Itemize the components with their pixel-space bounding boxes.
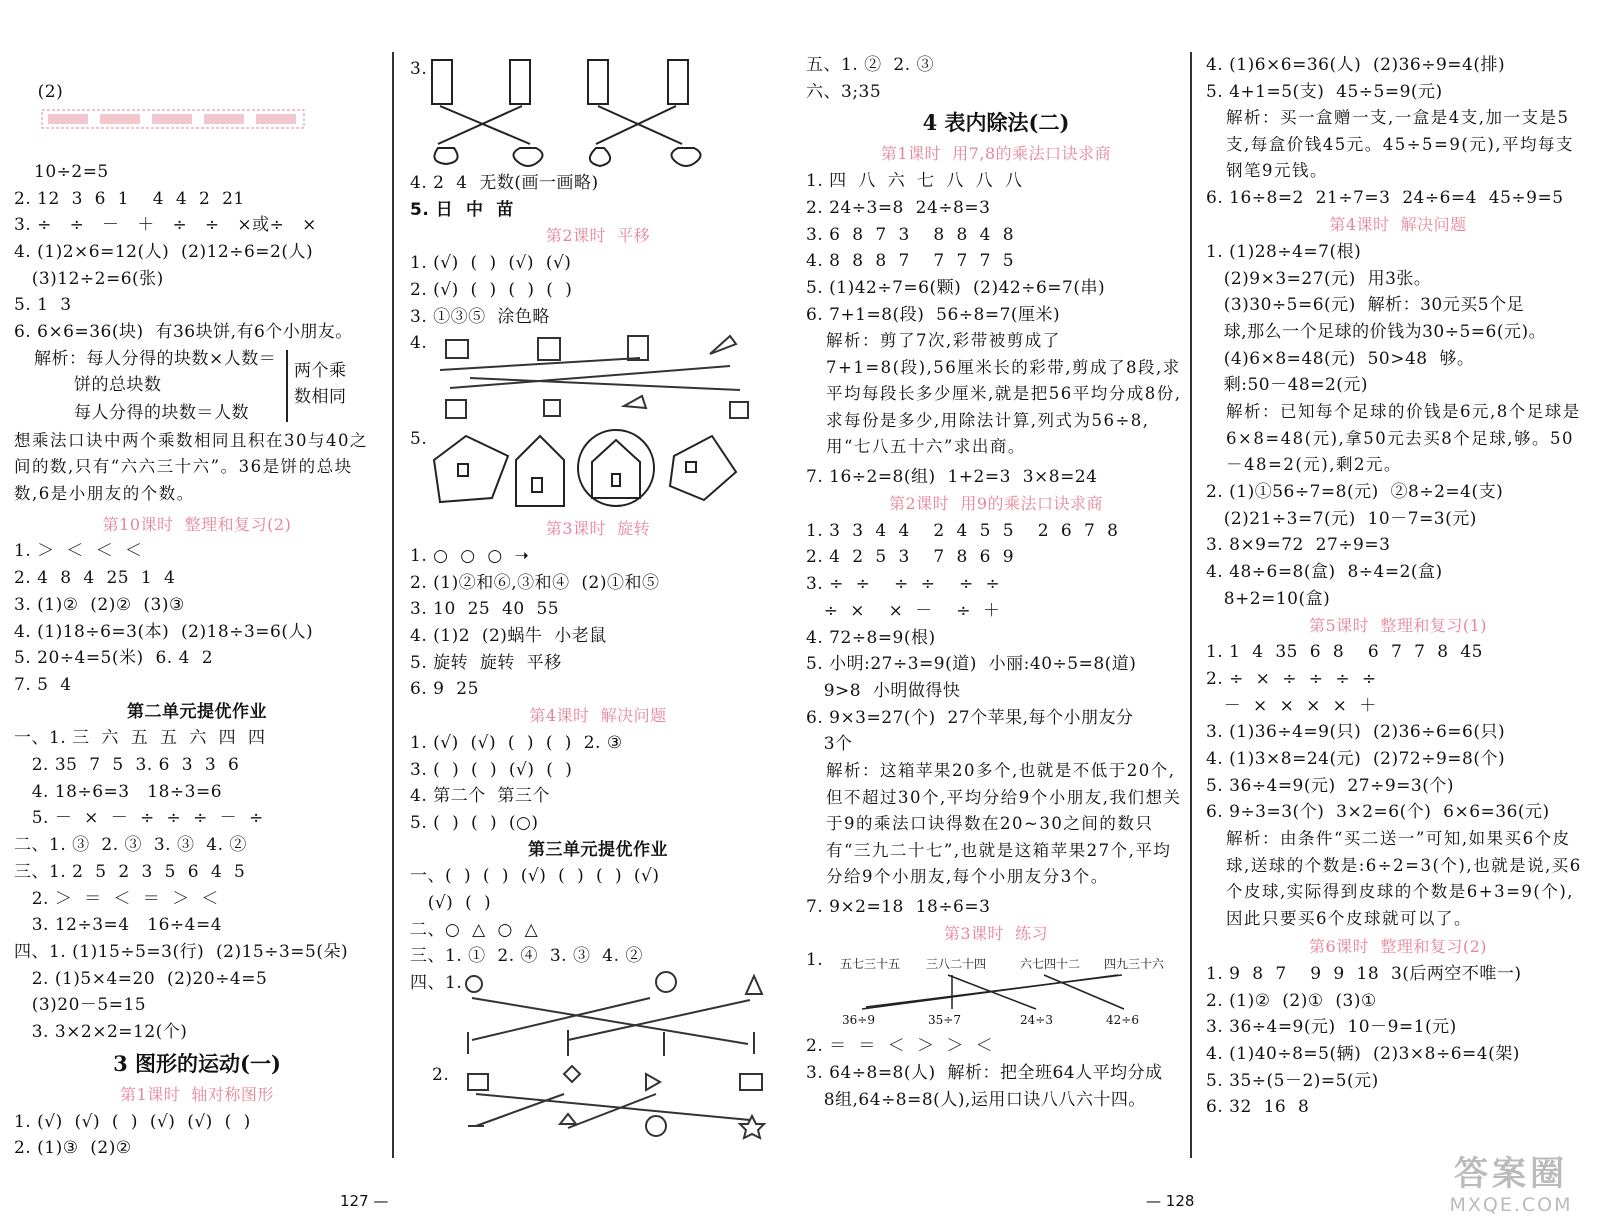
text-line: 1. 四 八 六 七 八 八 八 [806, 171, 1023, 192]
text-line: 3. ( ) ( ) (√) ( ) [410, 759, 573, 780]
symmetric-pairs-figure [410, 970, 780, 1146]
analysis-bracket [14, 346, 380, 428]
text-line: 2. (1)②和⑥,③和④ (2)①和⑤ [410, 572, 660, 593]
text-line: 3. 6 8 7 3 8 8 4 8 [806, 224, 1015, 245]
text-line: 6. 9×3=27(个) 27个苹果,每个小朋友分 [806, 707, 1134, 728]
text-line: ÷ × × － ÷ ＋ [806, 600, 1001, 621]
text-line: 5. 旋转 旋转 平移 [410, 652, 562, 673]
section-title: 第6课时 整理和复习(2) [1308, 937, 1488, 957]
text-line: (2)9×3=27(元) 用3张。 [1206, 268, 1432, 289]
section-title: 第2课时 用9的乘法口诀求商 [888, 494, 1104, 514]
text-line: 4. (1)18÷6=3(本) (2)18÷3=6(人) [14, 621, 314, 642]
matching-figure-q4 [410, 970, 786, 1146]
text-line: 6. 32 16 8 [1206, 1097, 1310, 1118]
text-line: 6. 7+1=8(段) 56÷8=7(厘米) [806, 304, 1061, 325]
chapter-title: 3 图形的运动(一) [113, 1050, 281, 1076]
text-line: 3. 36÷4=9(元) 10－9=1(元) [1206, 1017, 1457, 1038]
label-top: 六七四十二 [1020, 957, 1081, 972]
text-line: 3. ÷ ÷ ÷ ÷ ÷ ÷ [806, 574, 1001, 595]
text-line: 数相同 [294, 386, 347, 407]
text-line: 3. 64÷8=8(人) 解析：把全班64人平均分成 [806, 1063, 1163, 1084]
text-line: 2. [432, 1065, 450, 1086]
text-line: 5. [410, 429, 428, 450]
analysis-text: 解析：买一盒赠一支,一盒是4支,加一支是5支,每盒价钱45元。45÷5=9(元),平均每支钢笔9元钱。 [1226, 108, 1575, 181]
text-line: 2. (1)② (2)① (3)① [1206, 990, 1377, 1011]
text-line: 4. 8 8 8 7 7 7 7 5 [806, 251, 1015, 272]
column-1 [14, 52, 380, 1168]
text-line: 10÷2=5 [34, 161, 109, 182]
text-line: 3. 8×9=72 27÷9=3 [1206, 535, 1391, 556]
chapter-title: 4 表内除法(二) [922, 110, 1070, 136]
text-line: 2. (1)5×4=20 (2)20÷4=5 [14, 968, 268, 989]
text-line: 3. (1)② (2)② (3)③ [14, 594, 185, 615]
text-line: 3. 3×2×2=12(个) [14, 1022, 188, 1043]
section-title: 第1课时 用7,8的乘法口诀求商 [880, 144, 1112, 164]
section-title: 第4课时 解决问题 [529, 706, 667, 726]
text-line: 3. [410, 59, 428, 79]
column-4 [1206, 52, 1590, 1168]
text-line: (3)12÷2=6(张) [14, 268, 164, 289]
unit-title: 第二单元提优作业 [127, 701, 267, 722]
page-number: 127 — [340, 1192, 389, 1210]
watermark [1436, 1154, 1586, 1224]
text-line: 4. 48÷6=8(盒) 8÷4=2(盒) [1206, 562, 1443, 583]
text-line: 4. 2 4 无数(画一画略) [410, 173, 599, 193]
text-line: 每人分得的块数＝人数 [74, 402, 249, 423]
text-line: 四、1. [410, 973, 463, 994]
text-line: (2) [14, 52, 380, 159]
text-line: 4. (1)2 (2)蜗牛 小老鼠 [410, 626, 607, 647]
text-line: 8组,64÷8=8(人),运用口诀八八六十四。 [806, 1089, 1146, 1110]
text-line: 三、1. 2 5 2 3 5 6 4 5 [14, 861, 246, 882]
text-line: 4. 72÷8=9(根) [806, 627, 936, 648]
text-line: 4. (1)3×8=24(元) (2)72÷9=8(个) [1206, 749, 1506, 770]
symmetry-figure [410, 52, 780, 170]
text-line: 1. [806, 950, 824, 971]
text-line: 5. 20÷4=5(米) 6. 4 2 [14, 648, 214, 669]
text-line: 2. ＞ ＝ ＜ ＝ ＞ ＜ [14, 888, 219, 909]
text-line: 1. ＞ ＜ ＜ ＜ [14, 541, 143, 562]
analysis-text: 解析：由条件“买二送一”可知,如果买6个皮球,送球的个数是:6÷2=3(个),也就是说,买6个皮球,实际得到皮球的个数是6+3=9(个),因此只要买6个皮球就可以了。 [1226, 829, 1582, 928]
text-line: 2. ÷ × ÷ ÷ ÷ ÷ [1206, 668, 1377, 689]
section-title: 第10课时 整理和复习(2) [102, 514, 292, 534]
text-line: 解析：每人分得的块数×人数＝ [34, 348, 277, 369]
watermark-url: MXQE.COM [1449, 1194, 1573, 1216]
section-title: 第3课时 旋转 [545, 519, 651, 539]
text-line: 3个 [806, 734, 853, 755]
text-line: 六、3;35 [806, 81, 882, 102]
text-line: 2. (√) ( ) ( ) ( ) [410, 279, 573, 300]
text-line: 5. 35÷(5－2)=5(元) [1206, 1070, 1379, 1091]
text-line: 1. (√) (√) ( ) (√) (√) ( ) [14, 1111, 251, 1132]
text-line: 6. 9 25 [410, 679, 479, 700]
section-title: 第5课时 整理和复习(1) [1308, 615, 1488, 635]
text-line: 3. 10 25 40 55 [410, 599, 560, 620]
translation-figure [410, 330, 780, 426]
text-line: 2. (1)①56÷7=8(元) ②8÷2=4(支) [1206, 482, 1504, 503]
analysis-text: 解析：已知每个足球的价钱是6元,8个足球是6×8=48(元),拿50元去买8个足球,够。50－48=2(元),剩2元。 [1226, 402, 1581, 475]
text-line: 剩:50－48=2(元) [1206, 375, 1369, 396]
text-line: 7. 9×2=18 18÷6=3 [806, 897, 991, 918]
text-line: － × × × × ＋ [1206, 695, 1377, 716]
section-title: 第2课时 平移 [545, 226, 651, 246]
text-line: 球,那么一个足球的价钱为30÷5=6(元)。 [1206, 321, 1547, 342]
label-bottom: 42÷6 [1106, 1013, 1139, 1028]
text-line: (√) ( ) [410, 893, 492, 914]
rotation-figure-5 [410, 426, 786, 516]
matching-lines [806, 947, 1186, 1033]
text-line: 一、( ) ( ) (√) ( ) ( ) (√) [410, 866, 660, 887]
text-line: 5. 4+1=5(支) 45÷5=9(元) [1206, 81, 1443, 102]
label-bottom: 24÷3 [1020, 1013, 1053, 1028]
text-line: 1. ○ ○ ○ ➝ [410, 545, 530, 566]
unit-title: 第三单元提优作业 [528, 839, 668, 860]
text-line: 3. ÷ ÷ － ＋ ÷ ÷ ×或÷ × [14, 215, 317, 236]
label-top: 五七三十五 [840, 957, 901, 972]
text-line: 5. 36÷4=9(元) 27÷9=3(个) [1206, 775, 1454, 796]
text-line: 5. 日 中 苗 [410, 199, 514, 220]
text-line: 7. 16÷2=8(组) 1+2=3 3×8=24 [806, 467, 1098, 488]
column-2 [410, 52, 786, 1168]
section-title: 第1课时 轴对称图形 [120, 1084, 274, 1104]
analysis-text: 解析：这箱苹果20多个,也就是不低于20个,但不超过30个,平均分给9个小朋友,我们想关于9的乘法口诀得数在20~30之间的数只有“三九二十七”,也就是这箱苹果27个,平均分给9个小朋友,每个小朋友分3个。 [826, 761, 1182, 887]
label-top: 三八二十四 [926, 957, 987, 972]
text-line: 2. 12 3 6 1 4 4 2 21 [14, 188, 245, 209]
text-line: 4. [410, 333, 428, 354]
column-3 [806, 52, 1186, 1168]
text-line: 1. (1)28÷4=7(根) [1206, 241, 1362, 262]
text-line: 五、1. ② 2. ③ [806, 55, 935, 75]
text-line: 1. 1 4 35 6 8 6 7 7 8 45 [1206, 642, 1483, 663]
text-line: 二、○ △ ○ △ [410, 919, 539, 940]
text-line: 一、1. 三 六 五 五 六 四 四 [14, 728, 266, 749]
text-line: 5. － × － ÷ ÷ ÷ － ÷ [14, 808, 264, 829]
matching-diagram [806, 947, 1186, 1033]
text-line: 2. 4 8 4 25 1 4 [14, 568, 176, 589]
text-line: 5. 1 3 [14, 295, 72, 316]
text-line: 二、1. ③ 2. ③ 3. ③ 4. ② [14, 835, 247, 856]
text-line: 4. (1)6×6=36(人) (2)36÷9=4(排) [1206, 55, 1506, 75]
page-number: — 128 [1146, 1192, 1195, 1210]
text-line: 4. (1)40÷8=5(辆) (2)3×8÷6=4(架) [1206, 1043, 1520, 1064]
text-line: 3. (1)36÷4=9(只) (2)36÷6=6(只) [1206, 722, 1506, 743]
blurred-image [38, 108, 308, 130]
text-line: 5. ( ) ( ) (○) [410, 812, 539, 833]
text-line: 5. (1)42÷7=6(颗) (2)42÷6=7(串) [806, 277, 1106, 298]
text-line: 2. ＝ ＝ ＜ ＞ ＞ ＜ [806, 1036, 994, 1057]
text-line: 6. 6×6=36(块) 有36块饼,有6个小朋友。 [14, 322, 353, 343]
section-title: 第3课时 练习 [943, 923, 1049, 943]
text-line: 3. ①③⑤ 涂色略 [410, 306, 550, 327]
analysis-text: 想乘法口诀中两个乘数相同且积在30与40之间的数,只有“六六三十六”。36是饼的总块数,6是小朋友的个数。 [14, 430, 368, 503]
text-line: 四、1. (1)15÷5=3(行) (2)15÷3=5(朵) [14, 941, 349, 962]
matching-figure-4 [410, 330, 786, 426]
text-line: 4. 18÷6=3 18÷3=6 [14, 781, 223, 802]
text-line: 5. 小明:27÷3=9(道) 小丽:40÷5=8(道) [806, 654, 1137, 675]
text-line: 6. 16÷8=2 21÷7=3 24÷6=4 45÷9=5 [1206, 188, 1564, 209]
text-line: 9>8 小明做得快 [806, 680, 961, 701]
text-line: (2)21÷3=7(元) 10－7=3(元) [1206, 508, 1477, 529]
analysis-text: 解析：剪了7次,彩带被剪成了7+1=8(段),56厘米长的彩带,剪成了8段,求平均每段长多少厘米,就是把56平均分成8份,求每份是多少,用除法计算,列式为56÷8,用“七八五十六”求出商。 [826, 331, 1182, 457]
text-line: 1. 9 8 7 9 9 18 3(后两空不唯一) [1206, 963, 1522, 984]
text-line: 3. 12÷3=4 16÷4=4 [14, 915, 223, 936]
house-figure [410, 426, 780, 516]
label-bottom: 35÷7 [928, 1013, 961, 1028]
text-line: 8+2=10(盒) [1206, 588, 1331, 609]
text-line: 三、1. ① 2. ④ 3. ③ 4. ② [410, 946, 643, 967]
label-top: 四九三十六 [1104, 957, 1165, 972]
text-line: 2. (1)③ (2)② [14, 1138, 132, 1159]
text-line: 饼的总块数 [74, 374, 162, 395]
text-line: 7. 5 4 [14, 674, 72, 695]
text-line: 1. (√) (√) ( ) ( ) 2. ③ [410, 732, 623, 753]
text-line: 2. 4 2 5 3 7 8 6 9 [806, 547, 1015, 568]
matching-figure-3 [410, 52, 786, 170]
text-line: 1. (√) ( ) (√) (√) [410, 253, 572, 274]
text-line: 4. 第二个 第三个 [410, 786, 550, 807]
text-line: (4)6×8=48(元) 50>48 够。 [1206, 348, 1475, 369]
text-line: 4. (1)2×6=12(人) (2)12÷6=2(人) [14, 241, 314, 262]
text-line: 2. 35 7 5 3. 6 3 3 6 [14, 755, 240, 776]
text-line: (3)20－5=15 [14, 995, 147, 1016]
text-line: 2. 24÷3=8 24÷8=3 [806, 197, 991, 218]
label-bottom: 36÷9 [842, 1013, 875, 1028]
text-line: 两个乘 [294, 360, 347, 381]
watermark-title: 答案圈 [1454, 1154, 1568, 1194]
text-line: 6. 9÷3=3(个) 3×2=6(个) 6×6=36(元) [1206, 802, 1550, 823]
section-title: 第4课时 解决问题 [1329, 215, 1467, 235]
text-line: (3)30÷5=6(元) 解析：30元买5个足 [1206, 295, 1525, 316]
text-line: 1. 3 3 4 4 2 4 5 5 2 6 7 8 [806, 520, 1119, 541]
